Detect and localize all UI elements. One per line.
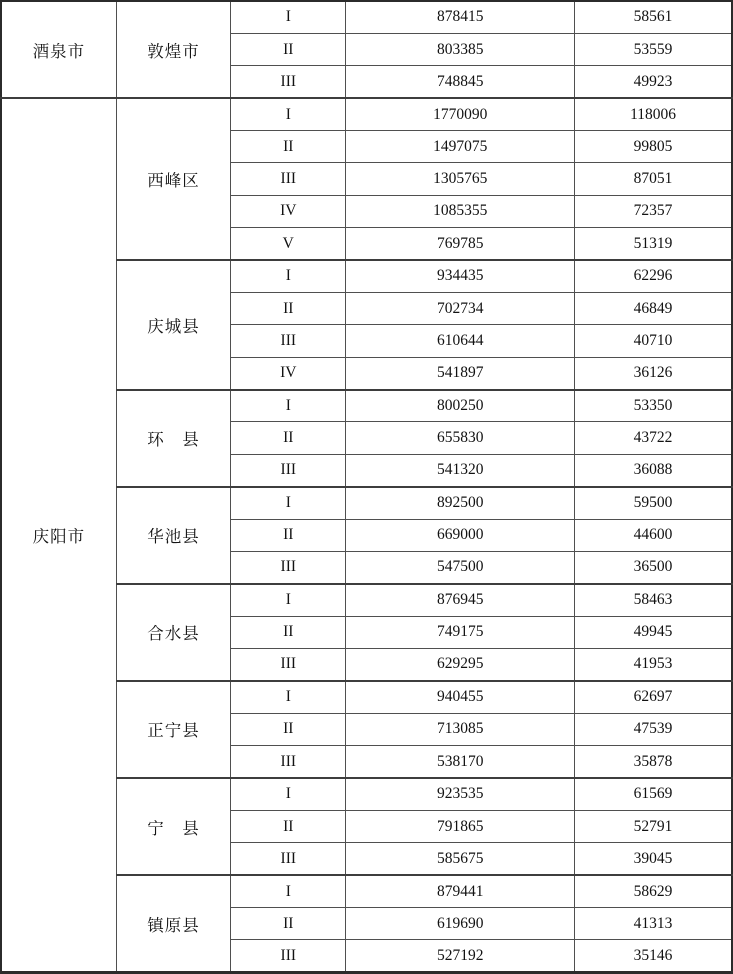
primary-value-cell: 538170 [346, 746, 575, 778]
tier-cell: III [231, 843, 346, 875]
tier-cell: II [231, 519, 346, 551]
secondary-value-cell: 51319 [575, 228, 732, 260]
tier-cell: II [231, 810, 346, 842]
county-cell: 合水县 [116, 584, 230, 681]
primary-value-cell: 713085 [346, 713, 575, 745]
secondary-value-cell: 62296 [575, 260, 732, 292]
tier-cell: III [231, 746, 346, 778]
primary-value-cell: 1085355 [346, 195, 575, 227]
secondary-value-cell: 52791 [575, 810, 732, 842]
table-row [1, 1, 732, 33]
tier-cell: II [231, 33, 346, 65]
county-cell: 西峰区 [116, 98, 230, 260]
secondary-value-cell: 58629 [575, 875, 732, 907]
table-row [1, 98, 732, 130]
primary-value-cell: 934435 [346, 260, 575, 292]
primary-value-cell: 655830 [346, 422, 575, 454]
primary-value-cell: 940455 [346, 681, 575, 713]
primary-value-cell: 541897 [346, 357, 575, 389]
primary-value-cell: 803385 [346, 33, 575, 65]
tier-cell: II [231, 616, 346, 648]
primary-value-cell: 610644 [346, 325, 575, 357]
secondary-value-cell: 99805 [575, 131, 732, 163]
primary-value-cell: 892500 [346, 487, 575, 519]
secondary-value-cell: 39045 [575, 843, 732, 875]
secondary-value-cell: 49945 [575, 616, 732, 648]
tier-cell: III [231, 163, 346, 195]
tier-cell: I [231, 778, 346, 810]
tier-cell: III [231, 649, 346, 681]
secondary-value-cell: 41953 [575, 649, 732, 681]
tier-cell: I [231, 875, 346, 907]
primary-value-cell: 1497075 [346, 131, 575, 163]
tier-cell: III [231, 940, 346, 973]
tier-cell: I [231, 260, 346, 292]
tier-cell: IV [231, 195, 346, 227]
primary-value-cell: 1305765 [346, 163, 575, 195]
primary-value-cell: 748845 [346, 66, 575, 98]
primary-value-cell: 702734 [346, 292, 575, 324]
primary-value-cell: 629295 [346, 649, 575, 681]
primary-value-cell: 669000 [346, 519, 575, 551]
secondary-value-cell: 47539 [575, 713, 732, 745]
county-cell: 庆城县 [116, 260, 230, 390]
primary-value-cell: 876945 [346, 584, 575, 616]
tier-cell: II [231, 713, 346, 745]
primary-value-cell: 547500 [346, 551, 575, 583]
table-body [1, 1, 732, 973]
tier-cell: I [231, 584, 346, 616]
tier-cell: III [231, 325, 346, 357]
county-cell: 环 县 [116, 390, 230, 487]
tier-cell: I [231, 681, 346, 713]
tier-cell: II [231, 292, 346, 324]
secondary-value-cell: 35146 [575, 940, 732, 973]
secondary-value-cell: 61569 [575, 778, 732, 810]
primary-value-cell: 879441 [346, 875, 575, 907]
tier-cell: II [231, 131, 346, 163]
primary-value-cell: 1770090 [346, 98, 575, 130]
tier-cell: III [231, 551, 346, 583]
secondary-value-cell: 35878 [575, 746, 732, 778]
secondary-value-cell: 62697 [575, 681, 732, 713]
secondary-value-cell: 49923 [575, 66, 732, 98]
primary-value-cell: 619690 [346, 908, 575, 940]
primary-value-cell: 791865 [346, 810, 575, 842]
tier-cell: I [231, 1, 346, 33]
secondary-value-cell: 87051 [575, 163, 732, 195]
secondary-value-cell: 43722 [575, 422, 732, 454]
primary-value-cell: 527192 [346, 940, 575, 973]
secondary-value-cell: 53559 [575, 33, 732, 65]
tier-cell: V [231, 228, 346, 260]
county-cell: 敦煌市 [116, 1, 230, 98]
primary-value-cell: 878415 [346, 1, 575, 33]
secondary-value-cell: 41313 [575, 908, 732, 940]
city-cell: 庆阳市 [1, 98, 116, 972]
primary-value-cell: 923535 [346, 778, 575, 810]
secondary-value-cell: 36088 [575, 454, 732, 486]
primary-value-cell: 800250 [346, 390, 575, 422]
primary-value-cell: 769785 [346, 228, 575, 260]
secondary-value-cell: 46849 [575, 292, 732, 324]
tier-cell: I [231, 98, 346, 130]
tier-cell: I [231, 487, 346, 519]
tier-cell: III [231, 454, 346, 486]
secondary-value-cell: 59500 [575, 487, 732, 519]
primary-value-cell: 541320 [346, 454, 575, 486]
tier-cell: II [231, 422, 346, 454]
tier-cell: III [231, 66, 346, 98]
secondary-value-cell: 58561 [575, 1, 732, 33]
secondary-value-cell: 58463 [575, 584, 732, 616]
county-cell: 正宁县 [116, 681, 230, 778]
tier-cell: IV [231, 357, 346, 389]
tier-cell: I [231, 390, 346, 422]
secondary-value-cell: 40710 [575, 325, 732, 357]
secondary-value-cell: 36500 [575, 551, 732, 583]
secondary-value-cell: 36126 [575, 357, 732, 389]
tier-cell: II [231, 908, 346, 940]
county-cell: 宁 县 [116, 778, 230, 875]
county-cell: 镇原县 [116, 875, 230, 972]
secondary-value-cell: 44600 [575, 519, 732, 551]
county-cell: 华池县 [116, 487, 230, 584]
primary-value-cell: 749175 [346, 616, 575, 648]
secondary-value-cell: 118006 [575, 98, 732, 130]
secondary-value-cell: 72357 [575, 195, 732, 227]
secondary-value-cell: 53350 [575, 390, 732, 422]
primary-value-cell: 585675 [346, 843, 575, 875]
city-cell: 酒泉市 [1, 1, 116, 98]
